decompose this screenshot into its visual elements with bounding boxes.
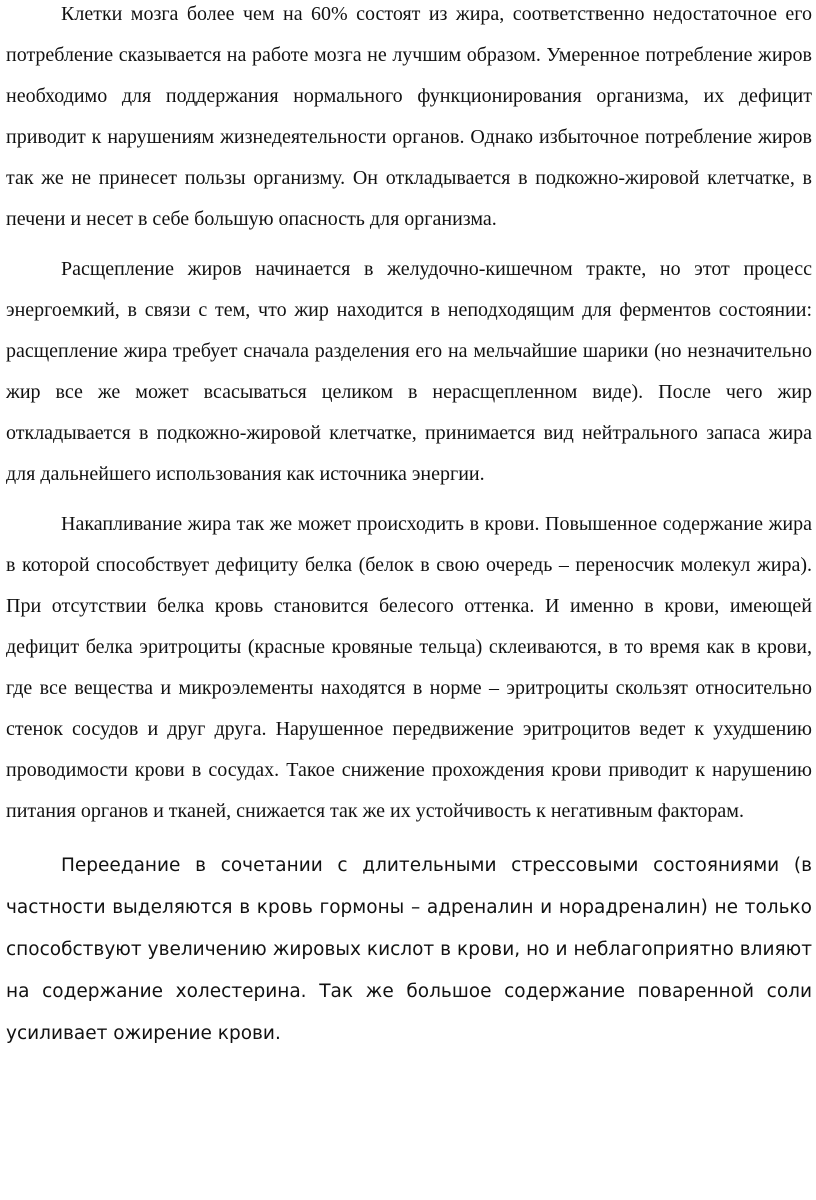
paragraph-brain-fat: Клетки мозга более чем на 60% состоят из жира, соответственно недостаточное его потребление сказывается на работе мозга не лучшим образом. Умеренное потребление жиров необходимо для поддержания нормального функционирования организма, их дефицит приводит к нарушениям жизнедеятельности органов. Однако избыточное потребление жиров так же не принесет пользы организму. Он откладывается в подкожно-жировой клетчатке, в печени и несет в себе большую опасность для организма. — [6, 3, 812, 230]
document-page — [6, 0, 812, 1055]
paragraph-fat-in-blood: Накапливание жира так же может происходить в крови. Повышенное содержание жира в которой способствует дефициту белка (белок в свою очередь – переносчик молекул жира). При отсутствии белка кровь становится белесого оттенка. И именно в крови, имеющей дефицит белка эритроциты (красные кровяные тельца) склеиваются, в то время как в крови, где все вещества и микроэлементы находятся в норме – эритроциты скользят относительно стенок сосудов и друг друга. Нарушенное передвижение эритроцитов ведет к ухудшению проводимости крови в сосудах. Такое снижение прохождения крови приводит к нарушению питания органов и тканей, снижается так же их устойчивость к негативным факторам. — [6, 513, 812, 822]
paragraph-fat-digestion: Расщепление жиров начинается в желудочно-кишечном тракте, но этот процесс энергоемкий, в связи с тем, что жир находится в неподходящим для ферментов состоянии: расщепление жира требует сначала разделения его на мельчайшие шарики (но незначительно жир все же может всасываться целиком в нерасщепленном виде). После чего жир откладывается в подкожно-жировой клетчатке, принимается вид нейтрального запаса жира для дальнейшего использования как источника энергии. — [6, 258, 812, 485]
paragraph-overeating-stress: Переедание в сочетании с длительными стрессовыми состояниями (в частности выделяются в кровь гормоны – адреналин и норадреналин) не только способствуют увеличению жировых кислот в крови, но и неблагоприятно влияют на содержание холестерина. Так же большое содержание поваренной соли усиливает ожирение крови. — [6, 855, 812, 1044]
